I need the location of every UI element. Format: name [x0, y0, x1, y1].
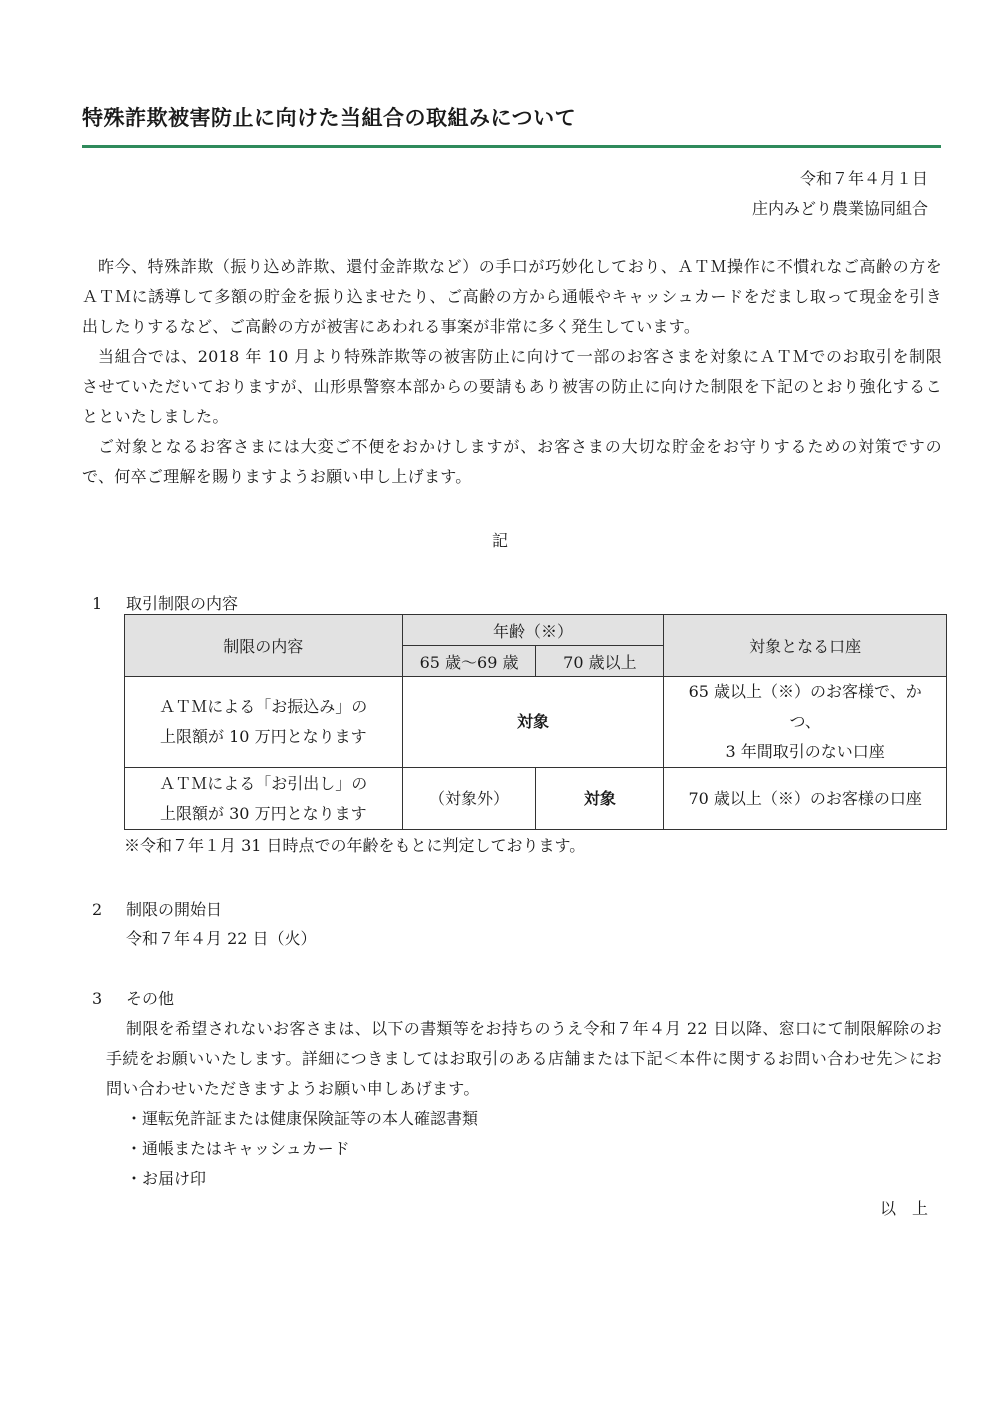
list-item: ・お届け印	[126, 1169, 207, 1188]
row2-age-70-plus: 対象	[536, 768, 664, 830]
age-note: ※令和７年１月 31 日時点での年齢をもとに判定しております。	[124, 836, 586, 855]
row1-content-line2: 上限額が 10 万円となります	[160, 727, 367, 746]
header-target-account: 対象となる口座	[664, 615, 947, 677]
row1-account-line2: つ、	[789, 712, 821, 731]
required-documents-list	[126, 1104, 478, 1194]
restriction-table	[124, 614, 947, 830]
section-3-heading	[92, 986, 174, 1009]
organization-name: 庄内みどり農業協同組合	[751, 199, 928, 218]
intro-paragraph-2: 当組合では、2018 年 10 月より特殊詐欺等の被害防止に向けて一部のお客さまを対象にＡＴＭでのお取引を制限させていただいておりますが、山形県警察本部からの要請もあり被害の防止に向けた制限を下記のとおり強化することといたしました。	[82, 347, 942, 426]
row1-account	[664, 677, 947, 768]
section-3-number: 3	[92, 989, 103, 1008]
section-2-title: 制限の開始日	[126, 900, 223, 919]
section-2-heading	[92, 897, 222, 920]
table-row	[125, 768, 947, 830]
row2-content	[125, 768, 403, 830]
closing-mark: 以 上	[879, 1199, 928, 1218]
row1-target: 対象	[402, 677, 664, 768]
intro-paragraph-3: ご対象となるお客さまには大変ご不便をおかけしますが、お客さまの大切な貯金をお守りするための対策ですので、何卒ご理解を賜りますようお願い申し上げます。	[82, 437, 942, 486]
section-3-text: 制限を希望されないお客さまは、以下の書類等をお持ちのうえ令和７年４月 22 日以降、窓口にて制限解除のお手続をお願いいたします。詳細につきましてはお取引のある店舗または下記＜本件に関するお問い合わせ先＞にお問い合わせいただきますようお願い申しあげます。	[106, 1019, 942, 1098]
row1-account-line3: 3 年間取引のない口座	[725, 742, 885, 761]
section-3-body	[106, 1014, 942, 1104]
table-row	[125, 677, 947, 768]
document-title: 特殊詐欺被害防止に向けた当組合の取組みについて	[82, 106, 577, 130]
row2-content-line2: 上限額が 30 万円となります	[160, 803, 367, 823]
header-age-70-plus: 70 歳以上	[536, 646, 664, 677]
row2-account: 70 歳以上（※）のお客様の口座	[664, 768, 947, 830]
header-restriction-content: 制限の内容	[125, 615, 403, 677]
section-1-heading	[92, 591, 238, 614]
row1-content	[125, 677, 403, 768]
title-underline	[82, 145, 941, 148]
row1-content-line1: ＡＴＭによる「お振込み」の	[159, 697, 368, 716]
row2-age-65-69: （対象外）	[402, 768, 536, 830]
list-item: ・運転免許証または健康保険証等の本人確認書類	[126, 1109, 479, 1128]
intro-section	[82, 252, 942, 492]
list-item: ・通帳またはキャッシュカード	[126, 1139, 350, 1158]
ki-heading: 記	[491, 531, 508, 550]
section-3-title: その他	[126, 989, 175, 1008]
row1-account-line1: 65 歳以上（※）のお客様で、か	[688, 682, 922, 701]
issue-date: 令和７年４月１日	[799, 169, 928, 188]
header-age-65-69: 65 歳～69 歳	[402, 646, 536, 677]
section-1-title: 取引制限の内容	[126, 594, 239, 613]
section-2-number: 2	[92, 900, 103, 919]
start-date: 令和７年４月 22 日（火）	[126, 929, 317, 948]
row2-content-line1: ＡＴＭによる「お引出し」の	[159, 773, 368, 793]
header-age: 年齢（※）	[402, 615, 664, 646]
section-1-number: 1	[92, 594, 103, 613]
intro-paragraph-1: 昨今、特殊詐欺（振り込め詐欺、還付金詐欺など）の手口が巧妙化しており、ＡＴＭ操作に不慣れなご高齢の方をＡＴＭに誘導して多額の貯金を振り込ませたり、ご高齢の方から通帳やキャッシュカードをだまし取って現金を引き出したりするなど、ご高齢の方が被害にあわれる事案が非常に多く発生しています。	[82, 257, 942, 336]
